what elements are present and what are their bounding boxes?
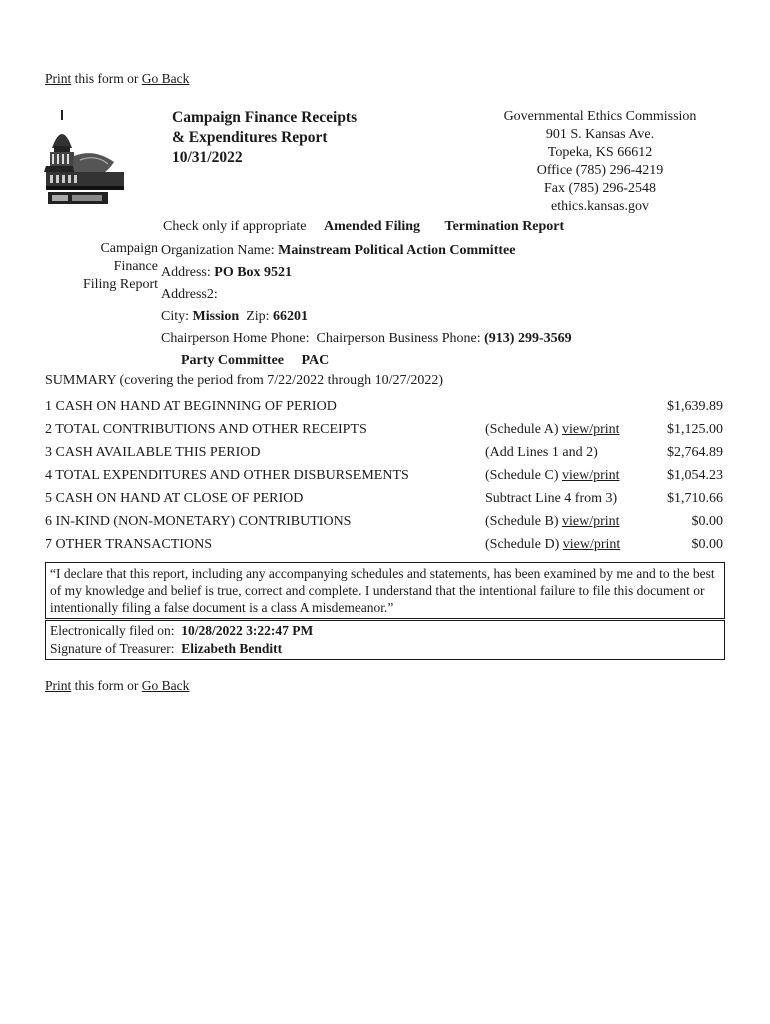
city-zip-row: [161, 306, 572, 328]
view-print-link[interactable]: view/print: [561, 467, 620, 483]
zip-value: 66201: [273, 309, 309, 324]
summary-line-number: 2: [45, 421, 52, 437]
go-back-link[interactable]: Go Back: [141, 678, 190, 693]
summary-line-description: [45, 487, 485, 510]
agency-website: ethics.kansas.gov: [551, 199, 649, 214]
summary-heading: SUMMARY (covering the period from 7/22/2022 through 10/27/2022): [45, 373, 444, 388]
go-back-link[interactable]: Go Back: [141, 71, 190, 86]
amended-filing-option: Amended Filing: [323, 219, 421, 234]
summary-line-amount: $2,764.89: [667, 444, 723, 460]
report-title-line2: & Expenditures Report: [172, 129, 328, 146]
agency-office-phone: Office (785) 296-4219: [536, 163, 664, 178]
summary-line-schedule: [485, 418, 653, 441]
capitol-dome-icon: [44, 108, 126, 208]
committee-type: Party Committee: [181, 353, 285, 368]
organization-name-label: Organization Name:: [161, 243, 275, 258]
treasurer-value: Elizabeth Benditt: [181, 641, 283, 656]
summary-line-text: TOTAL EXPENDITURES AND OTHER DISBURSEMENTS: [55, 467, 409, 483]
summary-line-amount: $1,710.66: [667, 490, 723, 506]
committee-kind: PAC: [301, 353, 330, 368]
schedule-text: Subtract Line 4 from 3): [485, 490, 618, 506]
zip-label: Zip:: [246, 309, 270, 324]
filed-on-row: [50, 622, 720, 640]
summary-line-schedule: [485, 487, 653, 510]
view-print-link[interactable]: view/print: [561, 513, 620, 529]
nav-connector-text: this form or: [71, 678, 142, 693]
summary-line-amount: $1,125.00: [667, 421, 723, 437]
termination-report-option: Termination Report: [444, 219, 565, 234]
summary-line-description: [45, 533, 485, 556]
declaration-statement: “I declare that this report, including any accompanying schedules and statements, has been examined by me and to the best of my knowledge and belief is true, correct and complete. I understand that the intentional failure to file this document or intentionally filing a false document is a class A misdemeanor.”: [45, 562, 725, 619]
city-label: City:: [161, 309, 190, 324]
filed-on-value: 10/28/2022 3:22:47 PM: [181, 623, 314, 638]
address2-row: [161, 284, 572, 306]
summary-line-description: [45, 395, 485, 418]
print-link[interactable]: Print: [45, 71, 72, 86]
agency-name: Governmental Ethics Commission: [503, 109, 697, 124]
summary-line-amount: $0.00: [691, 536, 723, 552]
summary-row: [45, 464, 723, 487]
side-label-line2: Finance: [113, 259, 158, 274]
summary-row: [45, 533, 723, 556]
schedule-text: (Add Lines 1 and 2): [485, 444, 598, 460]
summary-line-description: [45, 464, 485, 487]
print-link[interactable]: Print: [45, 678, 72, 693]
summary-line-amount: $0.00: [691, 513, 723, 529]
summary-table: [45, 395, 723, 556]
organization-name-value: Mainstream Political Action Committee: [278, 243, 516, 258]
schedule-text: (Schedule A): [485, 421, 562, 437]
summary-line-number: 7: [45, 536, 52, 552]
summary-row: [45, 395, 723, 418]
summary-line-amount: $1,639.89: [667, 398, 723, 414]
schedule-text: (Schedule C): [485, 467, 562, 483]
organization-info: [161, 240, 572, 372]
agency-address1: 901 S. Kansas Ave.: [545, 127, 655, 142]
phone-row: [161, 328, 572, 350]
summary-line-schedule: [485, 441, 653, 464]
signoff-block: [45, 620, 725, 660]
summary-row: [45, 441, 723, 464]
summary-line-text: IN-KIND (NON-MONETARY) CONTRIBUTIONS: [55, 513, 352, 529]
summary-line-number: 4: [45, 467, 52, 483]
organization-name-row: [161, 240, 572, 262]
agency-contact-block: [480, 108, 720, 216]
summary-line-text: OTHER TRANSACTIONS: [55, 536, 212, 552]
summary-row: [45, 487, 723, 510]
business-phone-value: (913) 299-3569: [484, 331, 572, 346]
report-title-line1: Campaign Finance Receipts: [172, 109, 358, 126]
summary-line-text: CASH AVAILABLE THIS PERIOD: [55, 444, 261, 460]
treasurer-row: [50, 640, 720, 658]
summary-line-schedule: [485, 533, 653, 556]
summary-line-text: CASH ON HAND AT BEGINNING OF PERIOD: [55, 398, 337, 414]
ethics-commission-logo: [44, 108, 126, 208]
side-label-line1: Campaign: [100, 241, 158, 256]
address-value: PO Box 9521: [214, 265, 293, 280]
summary-line-description: [45, 418, 485, 441]
report-type-label: [60, 240, 158, 294]
nav-connector-text: this form or: [71, 71, 142, 86]
address-row: [161, 262, 572, 284]
filed-on-label: Electronically filed on:: [50, 623, 175, 638]
summary-line-text: TOTAL CONTRIBUTIONS AND OTHER RECEIPTS: [55, 421, 367, 437]
summary-line-schedule: [485, 510, 653, 533]
summary-line-number: 6: [45, 513, 52, 529]
summary-line-text: CASH ON HAND AT CLOSE OF PERIOD: [55, 490, 304, 506]
filing-options-prompt: Check only if appropriate: [163, 219, 307, 234]
agency-fax: Fax (785) 296-2548: [544, 181, 656, 196]
city-value: Mission: [192, 309, 240, 324]
committee-type-row: [161, 350, 572, 372]
report-title-block: [172, 108, 357, 168]
address2-label: Address2:: [161, 287, 218, 302]
summary-line-description: [45, 510, 485, 533]
summary-row: [45, 510, 723, 533]
summary-line-description: [45, 441, 485, 464]
report-date: 10/31/2022: [172, 149, 243, 166]
schedule-text: (Schedule D): [485, 536, 563, 552]
summary-line-schedule: [485, 464, 653, 487]
schedule-text: (Schedule B): [485, 513, 562, 529]
agency-address2: Topeka, KS 66612: [547, 145, 653, 160]
summary-line-number: 1: [45, 398, 52, 414]
filing-options: [163, 219, 564, 235]
summary-line-schedule: [485, 395, 653, 418]
home-phone-label: Chairperson Home Phone:: [161, 331, 310, 346]
treasurer-label: Signature of Treasurer:: [50, 641, 175, 656]
view-print-link[interactable]: view/print: [561, 421, 620, 437]
summary-line-amount: $1,054.23: [667, 467, 723, 483]
summary-line-number: 5: [45, 490, 52, 506]
business-phone-label: Chairperson Business Phone:: [316, 331, 481, 346]
address-label: Address:: [161, 265, 211, 280]
summary-line-number: 3: [45, 444, 52, 460]
view-print-link[interactable]: view/print: [562, 536, 621, 552]
top-nav: [45, 71, 189, 87]
summary-row: [45, 418, 723, 441]
side-label-line3: Filing Report: [82, 277, 158, 292]
bottom-nav: [45, 678, 189, 694]
